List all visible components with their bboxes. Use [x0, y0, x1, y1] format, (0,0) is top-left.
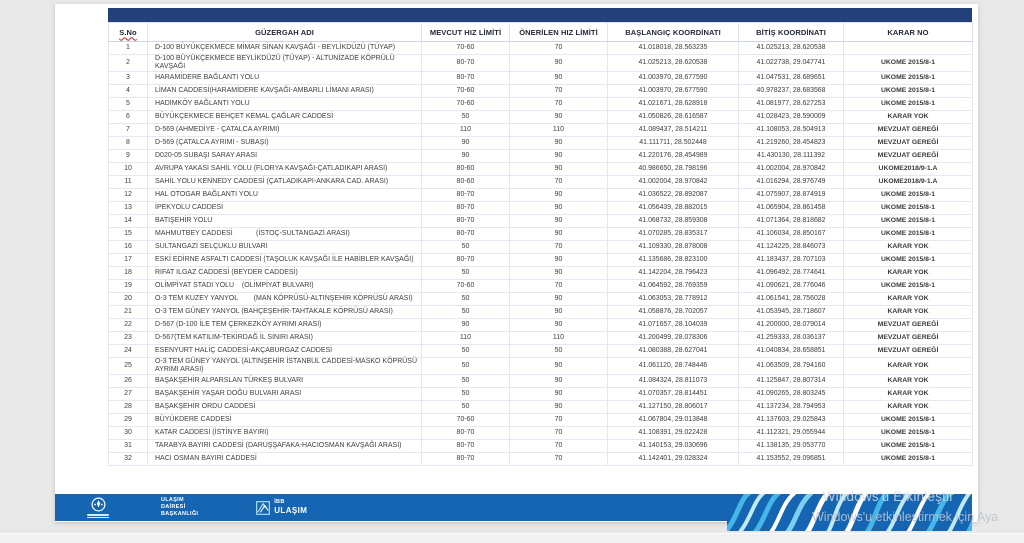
- cell-sno: 13: [109, 202, 148, 215]
- cell-end-coord: 41.090621, 28.776046: [739, 280, 844, 293]
- table-row: [109, 72, 973, 85]
- cell-start-coord: 41.021671, 28.628918: [608, 98, 739, 111]
- ibb-emblem-caption: [87, 513, 109, 518]
- cell-route: BÜYÜKDERE CADDESİ: [148, 414, 422, 427]
- cell-route: HARAMİDERE BAĞLANTI YOLU: [148, 72, 422, 85]
- cell-decision: MEVZUAT GEREĞİ: [844, 332, 973, 345]
- cell-start-coord: 41.142204, 28.796423: [608, 267, 739, 280]
- table-row: [109, 332, 973, 345]
- cell-current-limit: 50: [422, 345, 510, 358]
- cell-proposed-limit: 70: [510, 42, 608, 55]
- cell-end-coord: 41.075907, 28.874919: [739, 189, 844, 202]
- dept-line-3: BAŞKANLIĞI: [161, 510, 199, 517]
- cell-sno: 29: [109, 414, 148, 427]
- cell-sno: 31: [109, 440, 148, 453]
- cell-start-coord: 41.109330, 28.878008: [608, 241, 739, 254]
- cell-decision: MEVZUAT GEREĞİ: [844, 124, 973, 137]
- cell-end-coord: 41.022738, 29.047741: [739, 55, 844, 72]
- cell-decision: UKOME 2015/8-1: [844, 414, 973, 427]
- cell-start-coord: 41.003970, 28.677590: [608, 72, 739, 85]
- cell-sno: 24: [109, 345, 148, 358]
- table-row: [109, 319, 973, 332]
- dept-line-2: DAİRESİ: [161, 504, 186, 511]
- cell-end-coord: 41.016294, 28.976749: [739, 176, 844, 189]
- cell-end-coord: 41.025213, 28.620538: [739, 42, 844, 55]
- cell-sno: 27: [109, 388, 148, 401]
- table-row: [109, 189, 973, 202]
- cell-route: D-569 (ÇATALCA AYRIMI - SUBAŞI): [148, 137, 422, 150]
- cell-proposed-limit: 50: [510, 345, 608, 358]
- cell-decision: UKOME2018/9-1.A: [844, 176, 973, 189]
- cell-end-coord: 41.106034, 28.850167: [739, 228, 844, 241]
- cell-route: HACI OSMAN BAYIRI CADDESİ: [148, 453, 422, 466]
- cell-proposed-limit: 90: [510, 401, 608, 414]
- cell-end-coord: 41.112321, 29.055944: [739, 427, 844, 440]
- cell-decision: UKOME 2015/8-1: [844, 228, 973, 241]
- cell-start-coord: 41.135686, 28.823100: [608, 254, 739, 267]
- cell-end-coord: 41.200000, 28.079014: [739, 319, 844, 332]
- cell-current-limit: 80-60: [422, 176, 510, 189]
- cell-end-coord: 41.053945, 28.718607: [739, 306, 844, 319]
- dept-line-1: ULAŞIM: [161, 497, 184, 504]
- cell-end-coord: 41.002004, 28.970842: [739, 163, 844, 176]
- cell-decision: UKOME 2015/8-1: [844, 254, 973, 267]
- cell-proposed-limit: 70: [510, 414, 608, 427]
- cell-start-coord: 41.064592, 28.769359: [608, 280, 739, 293]
- cell-route: SAHİL YOLU KENNEDY CADDESİ (ÇATLADIKAPI-ANKARA CAD. ARASI): [148, 176, 422, 189]
- cell-current-limit: 50: [422, 306, 510, 319]
- cell-route: BÜYÜKÇEKMECE BEHÇET KEMAL ÇAĞLAR CADDESİ: [148, 111, 422, 124]
- table-row: [109, 375, 973, 388]
- table-row: [109, 401, 973, 414]
- cell-decision: UKOME 2015/8-1: [844, 98, 973, 111]
- cell-route: KATAR CADDESİ (İSTİNYE BAYIRI): [148, 427, 422, 440]
- table-row: [109, 215, 973, 228]
- cell-current-limit: 80-60: [422, 163, 510, 176]
- cell-current-limit: 80-70: [422, 55, 510, 72]
- table-body: [109, 42, 973, 466]
- cell-sno: 32: [109, 453, 148, 466]
- cell-decision: KARAR YOK: [844, 293, 973, 306]
- cell-start-coord: 41.068732, 28.859308: [608, 215, 739, 228]
- cell-start-coord: 41.127150, 28.806017: [608, 401, 739, 414]
- cell-decision: UKOME 2015/8-1: [844, 202, 973, 215]
- cell-proposed-limit: 110: [510, 332, 608, 345]
- cell-end-coord: 40.978237, 28.683568: [739, 85, 844, 98]
- cell-end-coord: 41.028423, 28.590009: [739, 111, 844, 124]
- cell-current-limit: 50: [422, 401, 510, 414]
- cell-current-limit: 70-60: [422, 85, 510, 98]
- table-row: [109, 280, 973, 293]
- table-row: [109, 414, 973, 427]
- transport-department-label: [161, 497, 198, 518]
- cell-start-coord: 41.089437, 28.514211: [608, 124, 739, 137]
- cell-proposed-limit: 70: [510, 241, 608, 254]
- cell-route: RIFAT ILGAZ CADDESİ (BEYDER CADDESİ): [148, 267, 422, 280]
- column-header-4: BAŞLANGIÇ KOORDİNATI: [608, 23, 739, 42]
- cell-proposed-limit: 70: [510, 280, 608, 293]
- cell-proposed-limit: 70: [510, 98, 608, 111]
- cell-proposed-limit: 90: [510, 306, 608, 319]
- ibb-emblem-icon: [91, 497, 106, 512]
- cell-route: BATIŞEHİR YOLU: [148, 215, 422, 228]
- cell-current-limit: 50: [422, 293, 510, 306]
- cell-proposed-limit: 90: [510, 388, 608, 401]
- table-title-bar: [108, 8, 972, 22]
- ibb-ulasim-icon: [256, 501, 270, 515]
- table-row: [109, 254, 973, 267]
- cell-current-limit: 80-70: [422, 440, 510, 453]
- cell-proposed-limit: 90: [510, 228, 608, 241]
- cell-route: ESENYURT HALİÇ CADDESİ-AKÇABURGAZ CADDESİ: [148, 345, 422, 358]
- ulasim-line-1: İBB: [274, 499, 285, 506]
- cell-sno: 7: [109, 124, 148, 137]
- cell-current-limit: 90: [422, 319, 510, 332]
- cell-current-limit: 70-60: [422, 98, 510, 111]
- cell-end-coord: 41.061541, 28.756028: [739, 293, 844, 306]
- cell-sno: 6: [109, 111, 148, 124]
- cell-proposed-limit: 90: [510, 375, 608, 388]
- cell-sno: 9: [109, 150, 148, 163]
- windows-activation-watermark-line2: Windows'u etkinleştirmek için Aya: [812, 510, 999, 524]
- cell-sno: 10: [109, 163, 148, 176]
- cell-current-limit: 80-70: [422, 228, 510, 241]
- speed-limit-table: [108, 22, 972, 466]
- cell-current-limit: 50: [422, 267, 510, 280]
- cell-end-coord: 41.081977, 28.627253: [739, 98, 844, 111]
- ibb-ulasim-logo: [256, 500, 307, 515]
- cell-proposed-limit: 90: [510, 189, 608, 202]
- cell-end-coord: 41.065904, 28.861458: [739, 202, 844, 215]
- table-row: [109, 358, 973, 375]
- cell-decision: [844, 42, 973, 55]
- cell-route: O-3 TEM KUZEY YANYOL (MAN KÖPRÜSÜ-ALTINŞEHİR KÖPRÜSÜ ARASI): [148, 293, 422, 306]
- table-row: [109, 124, 973, 137]
- cell-current-limit: 50: [422, 358, 510, 375]
- cell-current-limit: 110: [422, 124, 510, 137]
- cell-end-coord: 41.137234, 28.794953: [739, 401, 844, 414]
- table-row: [109, 42, 973, 55]
- cell-route: TARABYA BAYIRI CADDESİ (DARUŞŞAFAKA-HACIOSMAN KAVŞAĞI ARASI): [148, 440, 422, 453]
- cell-route: O-3 TEM GÜNEY YANYOL (ALTINŞEHİR İSTANBUL CADDESİ-MASKO KÖPRÜSÜ AYRIMI ARASI): [148, 358, 422, 375]
- table-row: [109, 98, 973, 111]
- cell-sno: 2: [109, 55, 148, 72]
- cell-end-coord: 41.259333, 28.036137: [739, 332, 844, 345]
- table-row: [109, 267, 973, 280]
- cell-proposed-limit: 90: [510, 137, 608, 150]
- column-header-2: MEVCUT HIZ LİMİTİ: [422, 23, 510, 42]
- cell-decision: MEVZUAT GEREĞİ: [844, 319, 973, 332]
- cell-start-coord: 41.056439, 28.882015: [608, 202, 739, 215]
- table-row: [109, 293, 973, 306]
- cell-decision: UKOME 2015/8-1: [844, 453, 973, 466]
- table-row: [109, 306, 973, 319]
- cell-route: OLİMPİYAT STADI YOLU (OLİMPİYAT BULVARI): [148, 280, 422, 293]
- cell-sno: 3: [109, 72, 148, 85]
- cell-start-coord: 41.002004, 28.970842: [608, 176, 739, 189]
- cell-start-coord: 41.200499, 28.078306: [608, 332, 739, 345]
- cell-end-coord: 41.047531, 28.689651: [739, 72, 844, 85]
- cell-route: HADIMKÖY BAĞLANTI YOLU: [148, 98, 422, 111]
- cell-sno: 14: [109, 215, 148, 228]
- cell-end-coord: 41.040834, 28.658851: [739, 345, 844, 358]
- cell-start-coord: 41.067804, 29.013848: [608, 414, 739, 427]
- cell-route: O-3 TEM GÜNEY YANYOL (BAHÇEŞEHİR-TAHTAKALE KÖPRÜSÜ ARASI): [148, 306, 422, 319]
- cell-decision: MEVZUAT GEREĞİ: [844, 150, 973, 163]
- cell-end-coord: 41.096492, 28.774641: [739, 267, 844, 280]
- cell-decision: MEVZUAT GEREĞİ: [844, 345, 973, 358]
- cell-sno: 11: [109, 176, 148, 189]
- cell-proposed-limit: 90: [510, 267, 608, 280]
- cell-decision: KARAR YOK: [844, 401, 973, 414]
- cell-route: D-100 BÜYÜKÇEKMECE MİMAR SİNAN KAVŞAĞI - BEYLİKDÜZÜ (TÜYAP): [148, 42, 422, 55]
- cell-proposed-limit: 70: [510, 427, 608, 440]
- cell-current-limit: 50: [422, 388, 510, 401]
- cell-decision: UKOME 2015/8-1: [844, 215, 973, 228]
- cell-sno: 16: [109, 241, 148, 254]
- cell-sno: 12: [109, 189, 148, 202]
- cell-end-coord: 41.137603, 29.025843: [739, 414, 844, 427]
- cell-proposed-limit: 90: [510, 163, 608, 176]
- cell-start-coord: 41.084324, 28.811073: [608, 375, 739, 388]
- cell-decision: UKOME 2015/8-1: [844, 85, 973, 98]
- cell-start-coord: 41.061120, 28.748446: [608, 358, 739, 375]
- cell-route: SULTANGAZİ SELÇUKLU BULVARI: [148, 241, 422, 254]
- cell-current-limit: 110: [422, 332, 510, 345]
- cell-start-coord: 41.108391, 29.022428: [608, 427, 739, 440]
- cell-proposed-limit: 90: [510, 215, 608, 228]
- cell-route: D-567(TEM KATILIM-TEKİRDAĞ İL SINIRI ARASI): [148, 332, 422, 345]
- cell-proposed-limit: 110: [510, 124, 608, 137]
- cell-decision: KARAR YOK: [844, 241, 973, 254]
- cell-route: ESKİ EDİRNE ASFALTI CADDESİ (TAŞOLUK KAVŞAĞI İLE HABİBLER KAVŞAĞI): [148, 254, 422, 267]
- cell-start-coord: 41.071657, 28.104039: [608, 319, 739, 332]
- cell-proposed-limit: 70: [510, 85, 608, 98]
- cell-end-coord: 41.183437, 28.707103: [739, 254, 844, 267]
- cell-start-coord: 41.220176, 28.454989: [608, 150, 739, 163]
- table-row: [109, 111, 973, 124]
- table-row: [109, 388, 973, 401]
- ulasim-line-2: ULAŞIM: [274, 505, 308, 515]
- table-row: [109, 85, 973, 98]
- cell-current-limit: 80-70: [422, 254, 510, 267]
- cell-decision: KARAR YOK: [844, 267, 973, 280]
- cell-decision: UKOME 2015/8-1: [844, 440, 973, 453]
- table-row: [109, 453, 973, 466]
- cell-end-coord: 41.063509, 28.794160: [739, 358, 844, 375]
- cell-route: AVRUPA YAKASI SAHİL YOLU (FLORYA KAVŞAĞI-ÇATLADIKAPI ARASI): [148, 163, 422, 176]
- desktop-bottom-strip: [0, 533, 1024, 543]
- cell-start-coord: 41.070285, 28.835317: [608, 228, 739, 241]
- cell-sno: 28: [109, 401, 148, 414]
- cell-sno: 19: [109, 280, 148, 293]
- cell-proposed-limit: 90: [510, 111, 608, 124]
- cell-current-limit: 80-70: [422, 427, 510, 440]
- cell-start-coord: 41.025213, 28.620538: [608, 55, 739, 72]
- cell-proposed-limit: 90: [510, 72, 608, 85]
- cell-proposed-limit: 70: [510, 176, 608, 189]
- cell-sno: 15: [109, 228, 148, 241]
- cell-decision: KARAR YOK: [844, 388, 973, 401]
- table-row: [109, 55, 973, 72]
- cell-proposed-limit: 90: [510, 254, 608, 267]
- cell-start-coord: 41.111711, 28.502448: [608, 137, 739, 150]
- cell-end-coord: 41.153552, 29.096851: [739, 453, 844, 466]
- cell-current-limit: 80-70: [422, 72, 510, 85]
- cell-start-coord: 41.058876, 28.702057: [608, 306, 739, 319]
- cell-end-coord: 41.108053, 28.504913: [739, 124, 844, 137]
- ibb-ulasim-wordmark: [274, 500, 307, 515]
- cell-start-coord: 41.070357, 28.814451: [608, 388, 739, 401]
- column-header-3: ÖNERİLEN HIZ LİMİTİ: [510, 23, 608, 42]
- cell-sno: 17: [109, 254, 148, 267]
- cell-current-limit: 70-60: [422, 280, 510, 293]
- cell-start-coord: 41.063053, 28.778912: [608, 293, 739, 306]
- cell-current-limit: 50: [422, 241, 510, 254]
- table-row: [109, 241, 973, 254]
- cell-current-limit: 70-60: [422, 414, 510, 427]
- table-row: [109, 440, 973, 453]
- cell-start-coord: 41.140153, 29.030696: [608, 440, 739, 453]
- cell-proposed-limit: 90: [510, 293, 608, 306]
- cell-decision: UKOME 2015/8-1: [844, 280, 973, 293]
- cell-current-limit: 50: [422, 375, 510, 388]
- cell-decision: UKOME 2015/8-1: [844, 55, 973, 72]
- cell-end-coord: 41.219260, 28.454823: [739, 137, 844, 150]
- cell-route: BAŞAKŞEHİR ALPARSLAN TÜRKEŞ BULVARI: [148, 375, 422, 388]
- cell-route: MAHMUTBEY CADDESİ (İSTOÇ-SULTANGAZİ ARASI): [148, 228, 422, 241]
- cell-decision: UKOME 2015/8-1: [844, 427, 973, 440]
- cell-sno: 23: [109, 332, 148, 345]
- table-row: [109, 176, 973, 189]
- cell-end-coord: 41.125847, 28.807314: [739, 375, 844, 388]
- cell-decision: KARAR YOK: [844, 111, 973, 124]
- cell-current-limit: 80-70: [422, 453, 510, 466]
- table-header-row: [109, 23, 973, 42]
- table-row: [109, 228, 973, 241]
- cell-start-coord: 41.036522, 28.892087: [608, 189, 739, 202]
- cell-route: HAL OTOGAR BAĞLANTI YOLU: [148, 189, 422, 202]
- cell-sno: 1: [109, 42, 148, 55]
- cell-route: BAŞAKŞEHİR YAŞAR DOĞU BULVARI ARASI: [148, 388, 422, 401]
- cell-start-coord: 41.018018, 28.563235: [608, 42, 739, 55]
- cell-route: D-100 BÜYÜKÇEKMECE BEYLİKDÜZÜ (TÜYAP) - ALTUNİZADE KÖPRÜLÜ KAVŞAĞI: [148, 55, 422, 72]
- cell-start-coord: 41.003970, 28.677590: [608, 85, 739, 98]
- ibb-municipality-logo: [87, 497, 109, 518]
- cell-sno: 25: [109, 358, 148, 375]
- cell-decision: KARAR YOK: [844, 358, 973, 375]
- cell-decision: MEVZUAT GEREĞİ: [844, 137, 973, 150]
- cell-start-coord: 41.050826, 28.616587: [608, 111, 739, 124]
- windows-activation-watermark-line1: Windows'u Etkinleştir: [822, 489, 954, 504]
- cell-current-limit: 80-70: [422, 202, 510, 215]
- table-row: [109, 202, 973, 215]
- cell-route: D-567 (D-100 İLE TEM ÇERKEZKÖY AYRIMI ARASI): [148, 319, 422, 332]
- cell-current-limit: 80-70: [422, 189, 510, 202]
- column-header-1: GÜZERGAH ADI: [148, 23, 422, 42]
- cell-current-limit: 90: [422, 150, 510, 163]
- cell-proposed-limit: 70: [510, 453, 608, 466]
- cell-route: D-569 (AHMEDİYE - ÇATALCA AYRIMI): [148, 124, 422, 137]
- header-row: [109, 23, 973, 42]
- cell-proposed-limit: 90: [510, 55, 608, 72]
- cell-decision: UKOME 2015/8-1: [844, 189, 973, 202]
- cell-end-coord: 41.430130, 28.111392: [739, 150, 844, 163]
- cell-end-coord: 41.124225, 28.846073: [739, 241, 844, 254]
- cell-sno: 4: [109, 85, 148, 98]
- cell-current-limit: 80-70: [422, 215, 510, 228]
- cell-proposed-limit: 90: [510, 319, 608, 332]
- cell-end-coord: 41.071364, 28.818682: [739, 215, 844, 228]
- cell-decision: KARAR YOK: [844, 306, 973, 319]
- cell-current-limit: 50: [422, 111, 510, 124]
- cell-current-limit: 70-60: [422, 42, 510, 55]
- cell-sno: 26: [109, 375, 148, 388]
- cell-proposed-limit: 90: [510, 202, 608, 215]
- table-row: [109, 345, 973, 358]
- column-header-6: KARAR NO: [844, 23, 973, 42]
- cell-start-coord: 41.142401, 29.028324: [608, 453, 739, 466]
- cell-sno: 18: [109, 267, 148, 280]
- column-header-0: S.No: [109, 23, 148, 42]
- cell-proposed-limit: 70: [510, 440, 608, 453]
- cell-route: LİMAN CADDESİ(HARAMİDERE KAVŞAĞI-AMBARLI LİMANI ARASI): [148, 85, 422, 98]
- table-row: [109, 427, 973, 440]
- cell-sno: 20: [109, 293, 148, 306]
- cell-sno: 22: [109, 319, 148, 332]
- cell-start-coord: 40.986650, 28.798196: [608, 163, 739, 176]
- cell-decision: UKOME2018/9-1.A: [844, 163, 973, 176]
- cell-decision: KARAR YOK: [844, 375, 973, 388]
- column-header-5: BİTİŞ KOORDİNATI: [739, 23, 844, 42]
- cell-route: BAŞAKŞEHİR ORDU CADDESİ: [148, 401, 422, 414]
- table-row: [109, 163, 973, 176]
- cell-proposed-limit: 90: [510, 358, 608, 375]
- table-row: [109, 137, 973, 150]
- cell-sno: 5: [109, 98, 148, 111]
- cell-end-coord: 41.090265, 28.803245: [739, 388, 844, 401]
- cell-proposed-limit: 90: [510, 150, 608, 163]
- cell-sno: 8: [109, 137, 148, 150]
- cell-end-coord: 41.138135, 29.053770: [739, 440, 844, 453]
- cell-current-limit: 90: [422, 137, 510, 150]
- table-row: [109, 150, 973, 163]
- cell-route: İPEKYOLU CADDESİ: [148, 202, 422, 215]
- cell-sno: 30: [109, 427, 148, 440]
- cell-decision: UKOME 2015/8-1: [844, 72, 973, 85]
- cell-route: D020-05 SUBAŞI SARAY ARASI: [148, 150, 422, 163]
- cell-sno: 21: [109, 306, 148, 319]
- cell-start-coord: 41.080388, 28.627041: [608, 345, 739, 358]
